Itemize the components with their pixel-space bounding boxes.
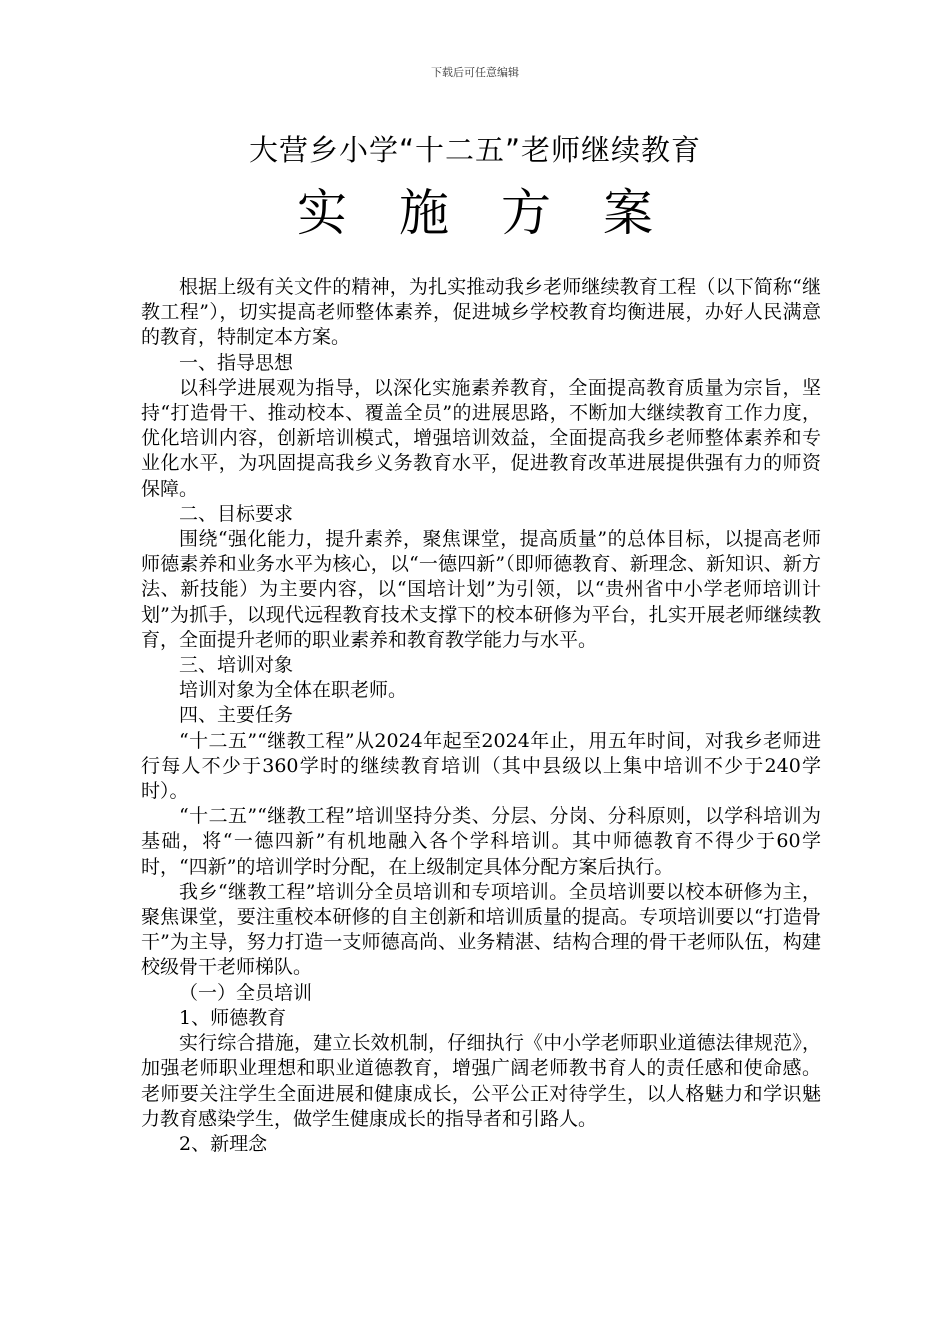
document-body [141,275,821,1157]
document-subtitle: 实施方案 [297,184,705,242]
goals-paragraph: 围绕“强化能力，提升素养，聚焦课堂，提高质量”的总体目标，以提高老师师德素养和业务水平为核心，以“一德四新”（即师德教育、新理念、新知识、新方法、新技能）为主要内容，以“国培计划”为引领，以“贵州省中小学老师培训计划”为抓手，以现代远程教育技术支撑下的校本研修为平台，扎实开展老师继续教育，全面提升老师的职业素养和教育教学能力与水平。 [141,528,821,651]
guiding-ideology-paragraph: 以科学进展观为指导，以深化实施素养教育，全面提高教育质量为宗旨，坚持“打造骨干、推动校本、覆盖全员”的进展思路，不断加大继续教育工作力度，优化培训内容，创新培训模式，增强培训效益，全面提高我乡老师整体素养和专业化水平，为巩固提高我乡义务教育水平，促进教育改革进展提供强有力的师资保障。 [141,376,821,500]
item-heading-ethics: 1、师德教育 [179,1006,287,1029]
ethics-paragraph: 实行综合措施，建立长效机制，仔细执行《中小学老师职业道德法律规范》，加强老师职业理想和职业道德教育，增强广阔老师教书育人的责任感和使命感。老师要关注学生全面进展和健康成长，公平公正对待学生，以人格魅力和学识魅力教育感染学生，做学生健康成长的指导者和引路人。 [141,1032,821,1130]
section-heading-guiding-ideology: 一、指导思想 [179,351,294,374]
section-heading-main-tasks: 四、主要任务 [179,704,294,727]
header-note: 下载后可任意编辑 [431,66,519,79]
training-targets-paragraph: 培训对象为全体在职老师。 [179,679,408,702]
item-heading-new-concepts: 2、新理念 [179,1132,268,1155]
intro-paragraph: 根据上级有关文件的精神，为扎实推动我乡老师继续教育工程（以下简称“继教工程”），切实提高老师整体素养，促进城乡学校教育均衡进展，办好人民满意的教育，特制定本方案。 [141,276,821,349]
section-heading-goals: 二、目标要求 [179,502,294,525]
section-heading-training-targets: 三、培训对象 [179,654,294,677]
main-tasks-paragraph-2: “十二五”“继教工程”培训坚持分类、分层、分岗、分科原则，以学科培训为基础，将“一德四新”有机地融入各个学科培训。其中师德教育不得少于60学时，“四新”的培训学时分配，在上级制定具体分配方案后执行。 [141,805,821,878]
subsection-heading-full-training: （一）全员培训 [179,981,313,1004]
main-tasks-paragraph-1: “十二五”“继教工程”从2024年起至2024年止，用五年时间，对我乡老师进行每人不少于360学时的继续教育培训（其中县级以上集中培训不少于240学时）。 [141,729,821,803]
main-tasks-paragraph-3: 我乡“继教工程”培训分全员培训和专项培训。全员培训要以校本研修为主，聚焦课堂，要注重校本研修的自主创新和培训质量的提高。专项培训要以“打造骨干”为主导，努力打造一支师德高尚、业务精湛、结构合理的骨干老师队伍，构建校级骨干老师梯队。 [141,880,821,979]
document-title: 大营乡小学“十二五”老师继续教育 [248,133,702,167]
